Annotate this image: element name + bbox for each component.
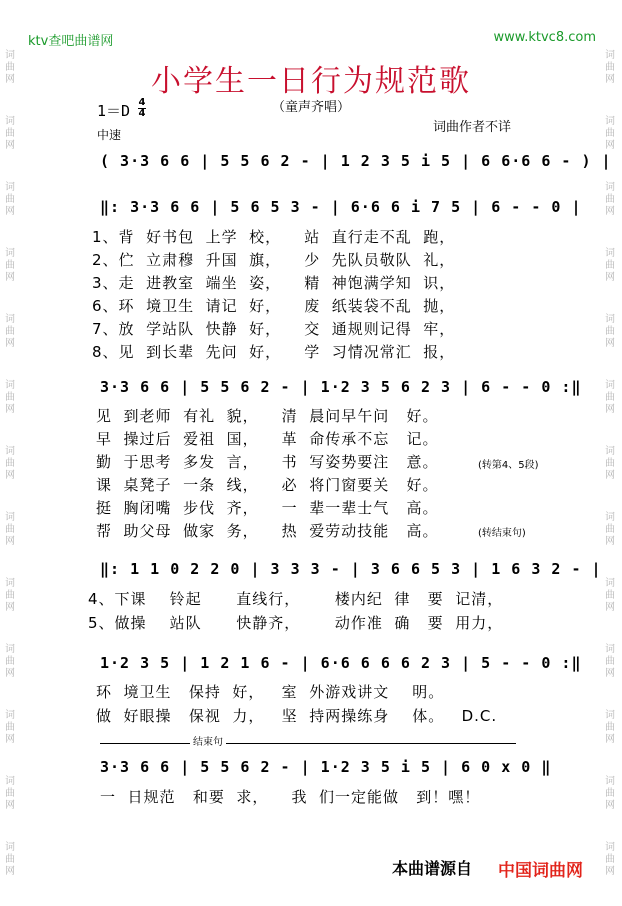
lyric-line: 一 日规范 和要 求， 我 们一定能做 到！嘿！ [100,788,481,806]
lyric-line: 课 桌凳子 一条 线， 必 将门窗要关 好。 [96,476,439,494]
notation-line-1: ‖: 3·3 6 6 | 5 6 5 3 - | 6·6 6 i 7 5 | 6 - - 0 | [100,198,582,216]
lyric-line: 7、放 学站队 快静 好， 交 通规则记得 牢， [92,320,456,338]
notation-line-intro: ( 3·3 6 6 | 5 5 6 2 - | 1 2 3 5 i 5 | 6 6·6 6 - ) | [100,152,612,170]
watermark-text: 词 曲 网 [605,50,615,85]
lyric-line: 8、见 到长辈 先问 好， 学 习情况常汇 报， [92,343,456,361]
watermark-text: 词 曲 网 [5,380,15,415]
lyric-line: 5、做操 站队 快静齐， 动作准 确 要 用力， [88,614,504,632]
lyric-line: 帮 助父母 做家 务， 热 爱劳动技能 高。 [96,522,439,540]
watermark-text: 词 曲 网 [605,248,615,283]
watermark-text: 词 曲 网 [605,842,615,877]
lyric-line: 挺 胸闭嘴 步伐 齐， 一 辈一辈士气 高。 [96,499,439,517]
watermark-text: 词 曲 网 [605,776,615,811]
lyric-line: 4、下课 铃起 直线行， 楼内纪 律 要 记清， [88,590,504,608]
notation-line-2: 3·3 6 6 | 5 5 6 2 - | 1·2 3 5 6 2 3 | 6 - - 0 :‖ [100,378,582,396]
lyric-line: 环 境卫生 保持 好， 室 外游戏讲文 明。 [96,683,445,701]
watermark-text: 词 曲 网 [5,182,15,217]
watermark-text: 词 曲 网 [5,446,15,481]
watermark-text: 词 曲 网 [605,116,615,151]
watermark-text: 词 曲 网 [5,248,15,283]
site-name-left: ktv查吧曲谱网 [28,34,114,49]
watermark-text: 词 曲 网 [5,644,15,679]
ending-label: 结束句 [190,733,226,748]
composer-credit: 词曲作者不详 [433,120,512,135]
performance-note: (转结束句) [478,528,526,539]
watermark-text: 词 曲 网 [5,710,15,745]
watermark-text: 词 曲 网 [605,644,615,679]
notation-line-4: 1·2 3 5 | 1 2 1 6 - | 6·6 6 6 6 2 3 | 5 - - 0 :‖ [100,654,582,672]
lyric-line: 3、走 进教室 端坐 姿， 精 神饱满学知 识， [92,274,456,292]
lyric-line: 6、环 境卫生 请记 好， 废 纸装袋不乱 抛， [92,297,456,315]
watermark-text: 词 曲 网 [605,512,615,547]
watermark-text: 词 曲 网 [5,50,15,85]
performance-note: (转第4、5段) [478,460,539,471]
tempo-marking: 中速 [97,128,122,142]
ending-bracket-line [100,743,516,744]
lyric-line: 早 操过后 爱祖 国， 革 命传承不忘 记。 [96,430,439,448]
time-sig-bottom: 4 [138,108,146,119]
lyric-line: 1、背 好书包 上学 校， 站 直行走不乱 跑， [92,228,456,246]
watermark-text: 词 曲 网 [5,776,15,811]
notation-line-3: ‖: 1 1 0 2 2 0 | 3 3 3 - | 3 6 6 5 3 | 1 6 3 2 - | [100,560,602,578]
source-name: 中国词曲网 [498,861,583,881]
time-signature [138,98,146,119]
site-url-right: www.ktvc8.com [493,30,596,45]
watermark-text: 词 曲 网 [605,314,615,349]
watermark-text: 词 曲 网 [605,446,615,481]
lyric-line: 勤 于思考 多发 言， 书 写姿势要注 意。 [96,453,439,471]
watermark-text: 词 曲 网 [5,116,15,151]
time-sig-top: 4 [138,97,146,108]
lyric-line: 见 到老师 有礼 貌， 清 晨问早午问 好。 [96,407,439,425]
song-title: 小学生一日行为规范歌 [151,64,471,99]
song-subtitle: （童声齐唱） [271,100,350,115]
lyric-line: 做 好眼操 保视 力， 坚 持两操练身 体。 D.C. [96,707,498,725]
watermark-text: 词 曲 网 [605,578,615,613]
watermark-text: 词 曲 网 [5,512,15,547]
watermark-text: 词 曲 网 [5,578,15,613]
key-signature: 1＝D [97,102,131,120]
watermark-text: 词 曲 网 [605,710,615,745]
source-label: 本曲谱源自 [392,859,473,878]
watermark-text: 词 曲 网 [5,842,15,877]
watermark-text: 词 曲 网 [605,182,615,217]
notation-line-5: 3·3 6 6 | 5 5 6 2 - | 1·2 3 5 i 5 | 6 0 x 0 ‖ [100,758,552,776]
watermark-text: 词 曲 网 [5,314,15,349]
lyric-line: 2、伫 立肃穆 升国 旗， 少 先队员敬队 礼， [92,251,456,269]
watermark-text: 词 曲 网 [605,380,615,415]
